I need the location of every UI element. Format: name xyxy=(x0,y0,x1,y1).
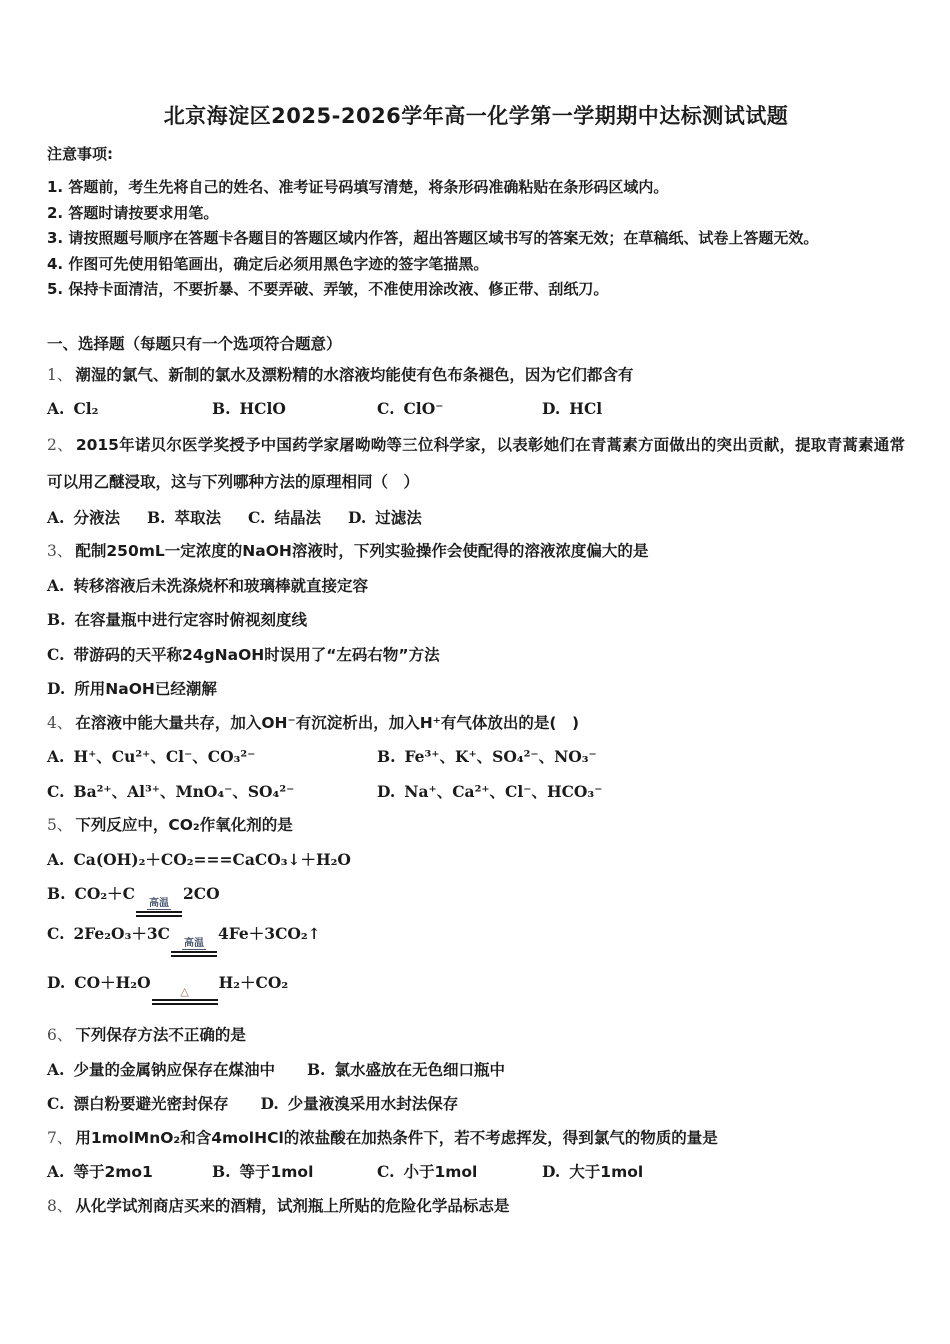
question-stem: 3、 配制250mL一定浓度的NaOH溶液时，下列实验操作会使配得的溶液浓度偏大的是 xyxy=(47,542,649,560)
question-2 xyxy=(47,427,905,536)
question-stem: 6、 下列保存方法不正确的是 xyxy=(47,1026,246,1044)
option-c: C. 结晶法 xyxy=(247,507,321,527)
notice-item: 4. 作图可先使用铅笔画出，确定后必须用黑色字迹的签字笔描黑。 xyxy=(47,254,489,273)
question-5 xyxy=(47,809,905,1005)
question-6 xyxy=(47,1019,905,1122)
option-b: B. 氯水盛放在无色细口瓶中 xyxy=(306,1059,505,1079)
options-row xyxy=(47,501,905,536)
question-number: 3、 xyxy=(47,542,73,560)
option-b: B. 萃取法 xyxy=(146,507,221,527)
question-8 xyxy=(47,1190,905,1224)
question-4 xyxy=(47,707,905,810)
option-a: A. 转移溶液后未洗涤烧杯和玻璃棒就直接定容 xyxy=(47,575,368,595)
question-stem: 2、 2015年诺贝尔医学奖授予中国药学家屠呦呦等三位科学家，以表彰她们在青蒿素方面做出的突出贡献，提取青蒿素通常可以用乙醚浸取，这与下列哪种方法的原理相同（ ） xyxy=(47,435,905,491)
option-b: B. 等于1mol xyxy=(212,1162,314,1181)
reaction-condition xyxy=(152,986,218,1005)
options-row xyxy=(47,775,905,810)
question-number: 1、 xyxy=(47,365,73,384)
options-row xyxy=(47,1087,905,1122)
question-7 xyxy=(47,1122,905,1190)
equals-double-line xyxy=(171,951,217,957)
option-d: D. 过滤法 xyxy=(347,507,422,527)
option-d: D. 大于1mol xyxy=(542,1162,644,1181)
option-c: C. 小于1mol xyxy=(377,1162,478,1181)
options-row xyxy=(47,740,905,775)
notice-item: 1. 答题前，考生先将自己的姓名、准考证号码填写清楚，将条形码准确粘贴在条形码区域内。 xyxy=(47,178,669,196)
question-1 xyxy=(47,359,905,427)
notice-heading: 注意事项: xyxy=(47,145,113,163)
option-c: C. 带游码的天平称24gNaOH时误用了“左码右物”方法 xyxy=(47,644,440,664)
delta-heat-symbol: △ xyxy=(180,985,189,998)
notice-item: 2. 答题时请按要求用笔。 xyxy=(47,203,219,222)
question-number: 8、 xyxy=(47,1196,73,1215)
question-3 xyxy=(47,535,905,707)
options-row xyxy=(47,1053,905,1088)
question-stem: 1、 潮湿的氯气、新制的氯水及漂粉精的水溶液均能使有色布条褪色，因为它们都含有 xyxy=(47,365,634,384)
equals-double-line xyxy=(152,999,218,1005)
option-d: D. 所用NaOH已经潮解 xyxy=(47,679,217,698)
option-a: A. Cl₂ xyxy=(47,399,99,418)
option-b: B. Fe³⁺、K⁺、SO₄²⁻、NO₃⁻ xyxy=(377,747,597,766)
option-d: D. CO＋H₂O △ H₂＋CO₂ xyxy=(47,966,905,1005)
option-c: C. ClO⁻ xyxy=(377,399,444,418)
option-d: D. HCl xyxy=(542,399,603,418)
question-stem: 7、 用1molMnO₂和含4molHCl的浓盐酸在加热条件下，若不考虑挥发，得到氯气的物质的量是 xyxy=(47,1128,718,1147)
option-b: B. HClO xyxy=(212,399,286,418)
notice-section xyxy=(47,142,905,303)
notice-item: 3. 请按照题号顺序在答题卡各题目的答题区域内作答，超出答题区域书写的答案无效；在草稿纸、试卷上答题无效。 xyxy=(47,229,819,247)
notice-item: 5. 保持卡面清洁，不要折暴、不要弄破、弄皱，不准使用涂改液、修正带、刮纸刀。 xyxy=(47,280,609,298)
options-row xyxy=(47,1155,905,1190)
option-b: B. 在容量瓶中进行定容时俯视刻度线 xyxy=(47,610,308,629)
options-row xyxy=(47,392,905,427)
option-b: B. CO₂＋C 高温 2CO xyxy=(47,877,905,917)
question-stem: 8、 从化学试剂商店买来的酒精，试剂瓶上所贴的危险化学品标志是 xyxy=(47,1196,510,1215)
option-c: C. 漂白粉要避光密封保存 xyxy=(47,1094,229,1113)
option-d: D. Na⁺、Ca²⁺、Cl⁻、HCO₃⁻ xyxy=(377,781,603,801)
question-number: 4、 xyxy=(47,713,73,732)
option-c: C. Ba²⁺、Al³⁺、MnO₄⁻、SO₄²⁻ xyxy=(47,781,295,801)
question-number: 6、 xyxy=(47,1026,73,1044)
reaction-condition: 高温 xyxy=(171,938,217,957)
option-a: A. H⁺、Cu²⁺、Cl⁻、CO₃²⁻ xyxy=(47,747,256,766)
question-stem: 5、 下列反应中，CO₂作氧化剂的是 xyxy=(47,816,293,834)
option-d: D. 少量液溴采用水封法保存 xyxy=(260,1094,459,1113)
question-stem: 4、 在溶液中能大量共存，加入OH⁻有沉淀析出，加入H⁺有气体放出的是( ) xyxy=(47,713,580,732)
question-number: 2、 xyxy=(47,435,73,454)
question-number: 5、 xyxy=(47,816,73,834)
section-heading: 一、选择题（每题只有一个选项符合题意） xyxy=(47,334,342,353)
page-title: 北京海淀区2025-2026学年高一化学第一学期期中达标测试试题 xyxy=(163,104,789,128)
question-number: 7、 xyxy=(47,1128,73,1147)
reaction-condition: 高温 xyxy=(136,898,182,917)
option-a: A. 等于2mo1 xyxy=(47,1162,153,1181)
option-a: A. 分液法 xyxy=(47,507,120,527)
option-a: A. Ca(OH)₂＋CO₂===CaCO₃↓＋H₂O xyxy=(47,849,351,869)
option-c: C. 2Fe₂O₃＋3C 高温 4Fe＋3CO₂↑ xyxy=(47,917,905,957)
option-a: A. 少量的金属钠应保存在煤油中 xyxy=(47,1059,275,1079)
